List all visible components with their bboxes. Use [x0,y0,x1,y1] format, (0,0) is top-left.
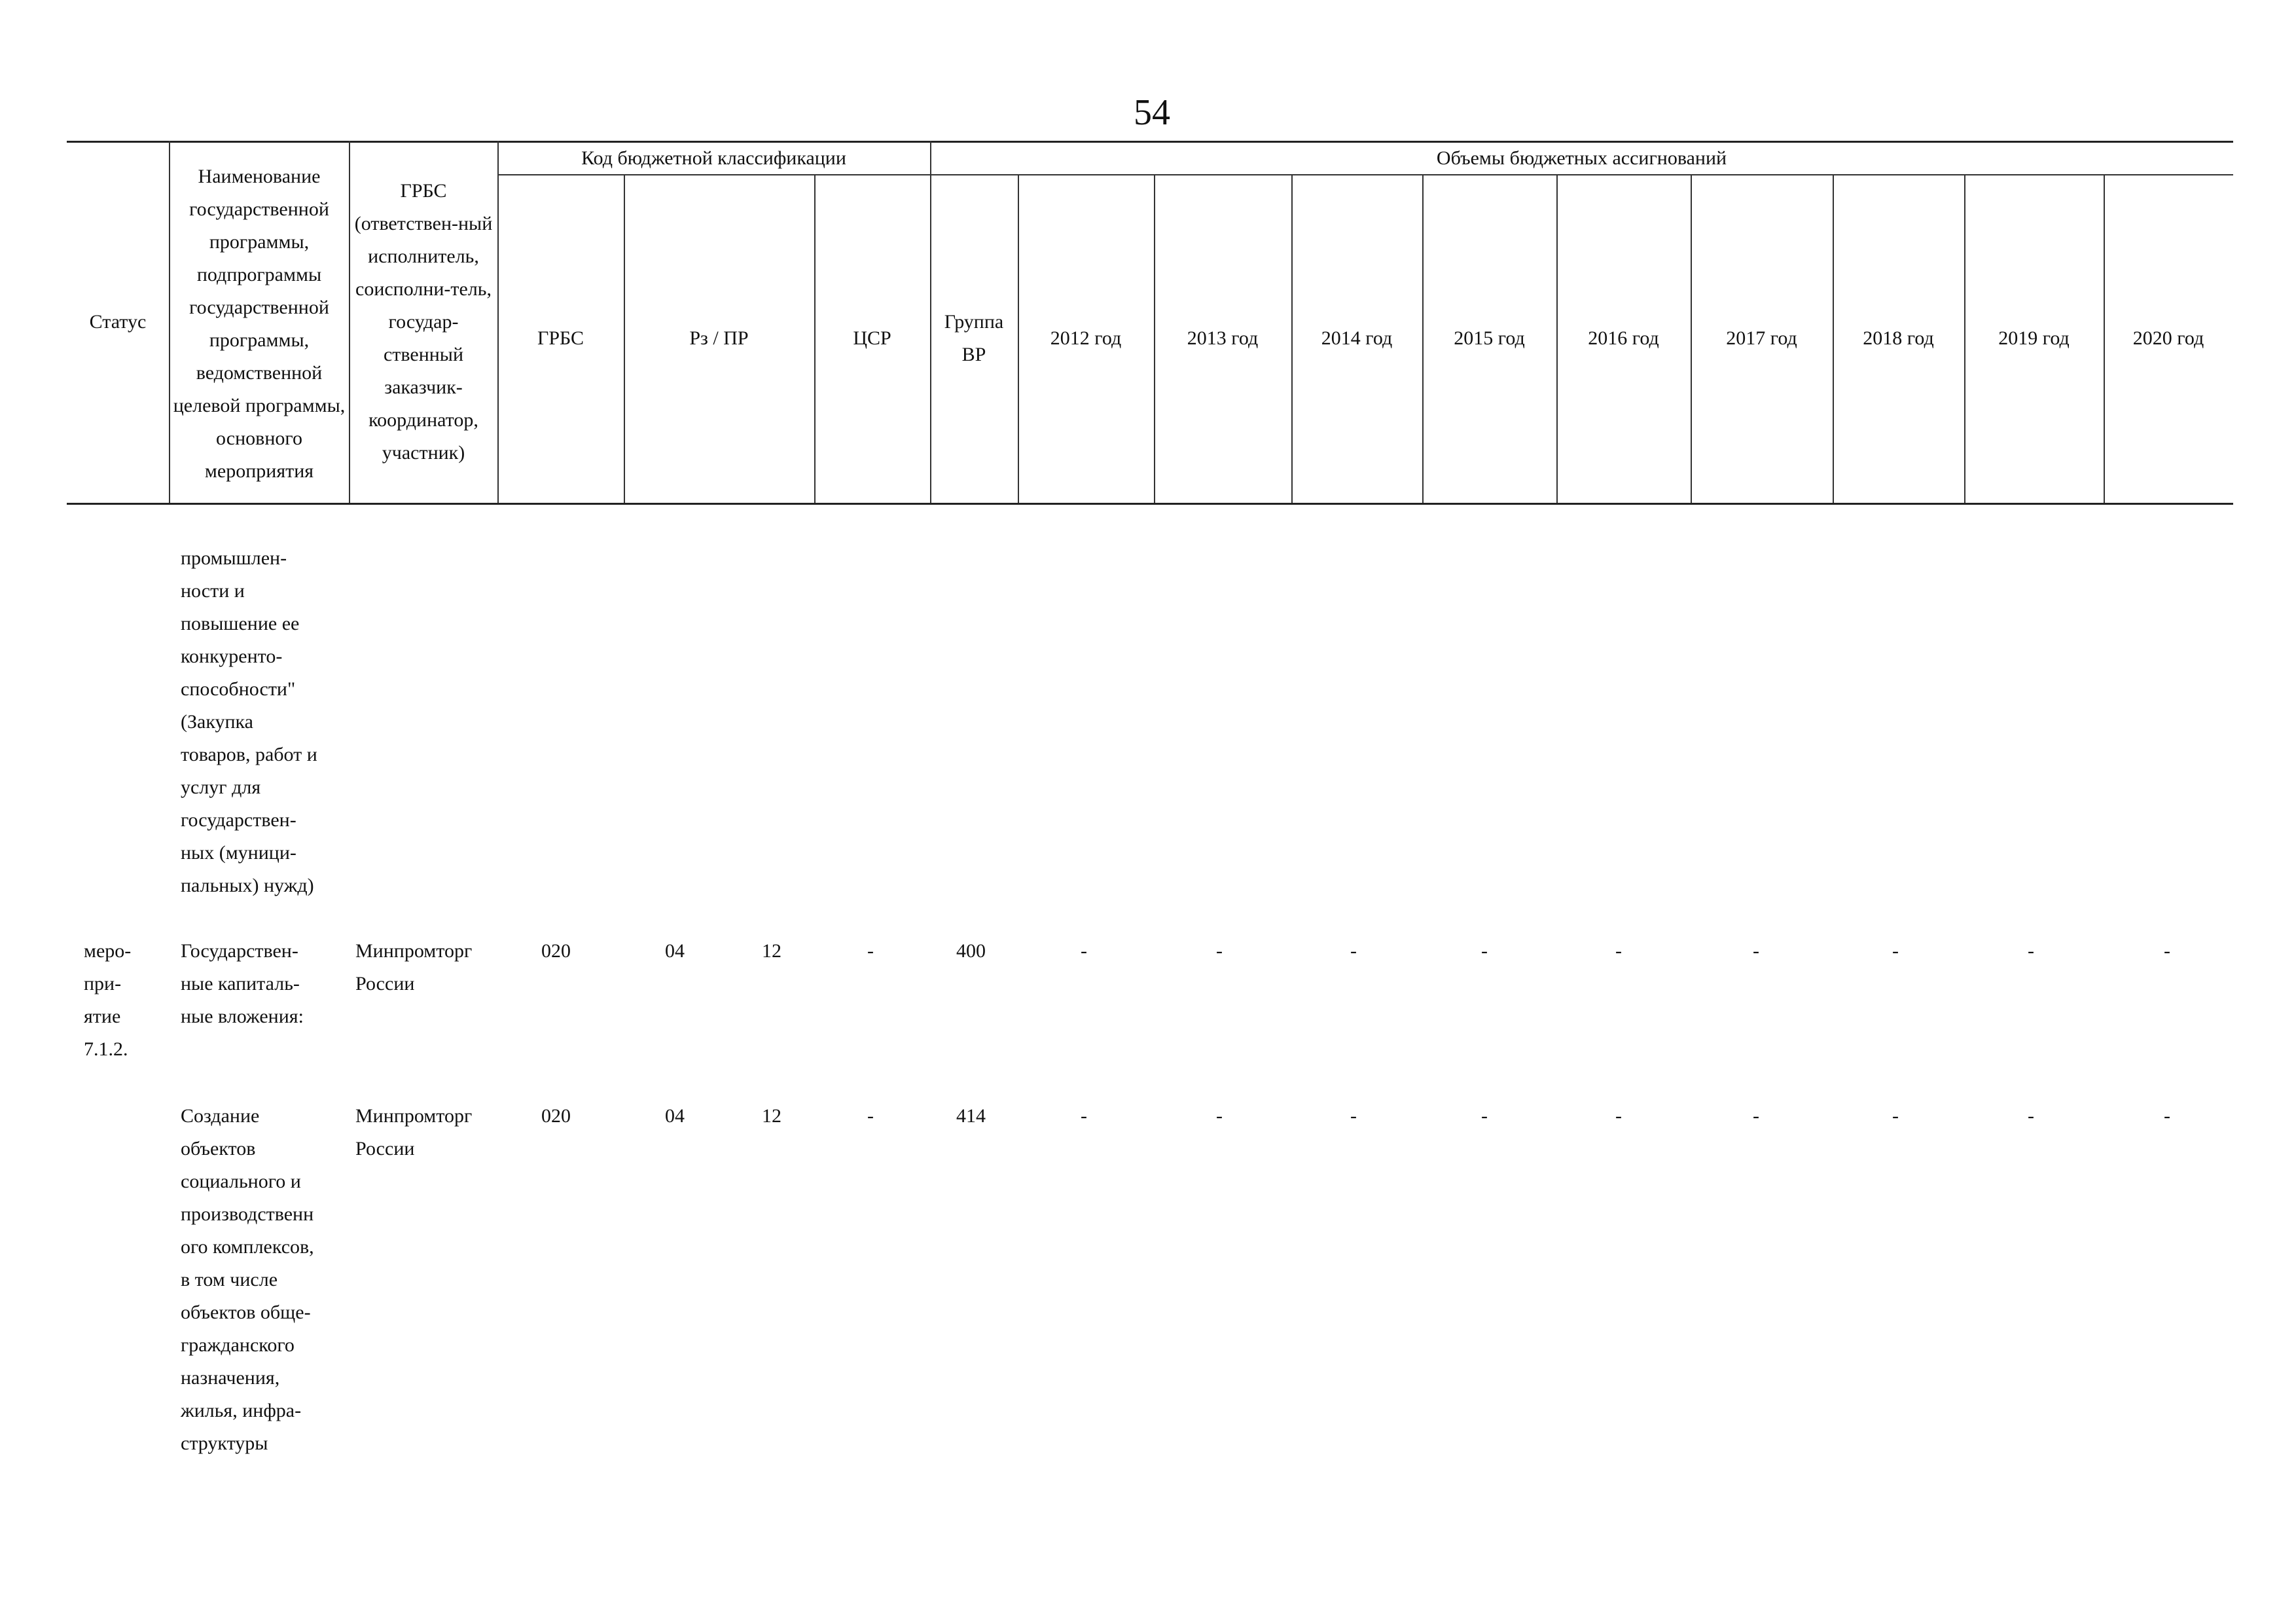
header-year-2013: 2013 год [1187,327,1259,349]
header-year-2019: 2019 год [1998,327,2070,349]
header-grbs: ГРБС (ответствен-ный исполнитель, соисполни-тель, государ-ственный заказчик-координатор, участник) [354,179,493,464]
row-value-2017: - [1753,1105,1759,1127]
row-value-2018: - [1892,940,1899,962]
row-name: промышлен- ности и повышение ее конкуренто- способности" (Закупка товаров, работ и услуг для государствен- ных (муници- пальных) нужд) [181,547,317,896]
row-value-2016: - [1615,940,1622,962]
row-value-2013: - [1216,1105,1223,1127]
col-divider [169,141,170,503]
header-year-2014: 2014 год [1321,327,1393,349]
row-csr: - [867,940,874,962]
row-value-2018: - [1892,1105,1899,1127]
header-vr: Группа ВР [944,311,1004,365]
row-value-2014: - [1350,940,1357,962]
row-value-2020: - [2164,1105,2170,1127]
row-value-2020: - [2164,940,2170,962]
header-grbs-code: ГРБС [537,327,584,349]
row-rz: 04 [665,1105,685,1127]
row-rz: 04 [665,940,685,962]
row-status: меро- при- ятие 7.1.2. [84,940,132,1060]
header-csr: ЦСР [853,327,891,349]
header-name: Наименование государственной программы, подпрограммы государственной программы, ведомственной целевой программы, основного мероприятия [173,166,346,482]
row-grbs-code: 020 [541,1105,571,1127]
row-value-2014: - [1350,1105,1357,1127]
row-value-2016: - [1615,1105,1622,1127]
col-divider [349,141,350,503]
row-name: Создание объектов социального и производственн ого комплексов, в том числе объектов обще- гражданского назначения, жилья, инфра- структуры [181,1105,314,1454]
row-pr: 12 [762,1105,781,1127]
row-vr: 400 [956,940,986,962]
header-bottom-rule [67,503,2233,505]
row-grbs: Минпромторг России [355,1105,473,1159]
header-year-2018: 2018 год [1863,327,1934,349]
row-value-2015: - [1481,940,1488,962]
header-rz-pr: Рз / ПР [689,327,749,349]
row-grbs: Минпромторг России [355,940,473,994]
page-number: 54 [1134,92,1170,133]
header-year-2016: 2016 год [1588,327,1659,349]
row-csr: - [867,1105,874,1127]
header-year-2017: 2017 год [1726,327,1797,349]
row-value-2019: - [2028,1105,2034,1127]
header-year-2020: 2020 год [2132,327,2204,349]
header-volume-group: Объемы бюджетных ассигнований [1436,147,1727,169]
row-value-2013: - [1216,940,1223,962]
header-year-2012: 2012 год [1050,327,1122,349]
header-year-2015: 2015 год [1454,327,1525,349]
header-code-group: Код бюджетной классификации [581,147,846,169]
row-vr: 414 [956,1105,986,1127]
row-pr: 12 [762,940,781,962]
row-grbs-code: 020 [541,940,571,962]
row-value-2012: - [1081,940,1087,962]
row-value-2012: - [1081,1105,1087,1127]
row-value-2015: - [1481,1105,1488,1127]
row-value-2017: - [1753,940,1759,962]
header-status: Статус [89,310,147,333]
row-value-2019: - [2028,940,2034,962]
row-name: Государствен- ные капиталь- ные вложения: [181,940,304,1027]
